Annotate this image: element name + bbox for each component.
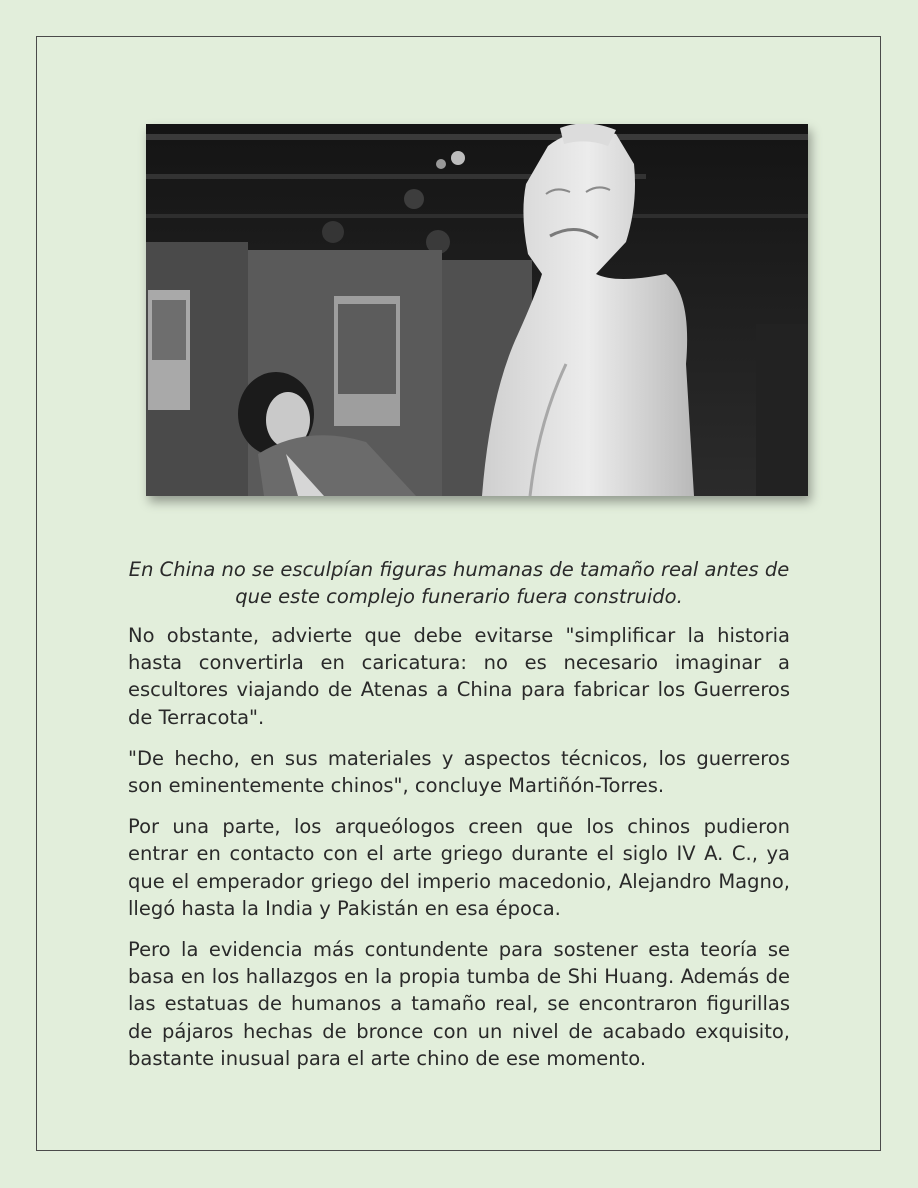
article-body <box>128 622 790 1086</box>
terracotta-warrior-photo <box>146 124 808 496</box>
paragraph: "De hecho, en sus materiales y aspectos técnicos, los guerreros son eminentemente chinos", concluye Martiñón-Torres. <box>128 746 790 798</box>
paragraph: No obstante, advierte que debe evitarse "simplificar la historia hasta convertirla en caricatura: no es necesario imaginar a escultores viajando de Atenas a China para fabricar los Guerreros de Terracota". <box>128 624 790 729</box>
paragraph: Pero la evidencia más contundente para sostener esta teoría se basa en los hallazgos en la propia tumba de Shi Huang. Además de las estatuas de humanos a tamaño real, se encontraron figurillas de pájaros hechas de bronce con un nivel de acabado exquisito, bastante inusual para el arte chino de ese momento. <box>128 938 790 1070</box>
paragraph: Por una parte, los arqueólogos creen que los chinos pudieron entrar en contacto con el arte griego durante el siglo IV A. C., ya que el emperador griego del imperio macedonio, Alejandro Magno, llegó hasta la India y Pakistán en esa época. <box>128 815 790 920</box>
photo-caption: En China no se esculpían figuras humanas de tamaño real antes de que este complejo funerario fuera construido. <box>128 558 790 608</box>
